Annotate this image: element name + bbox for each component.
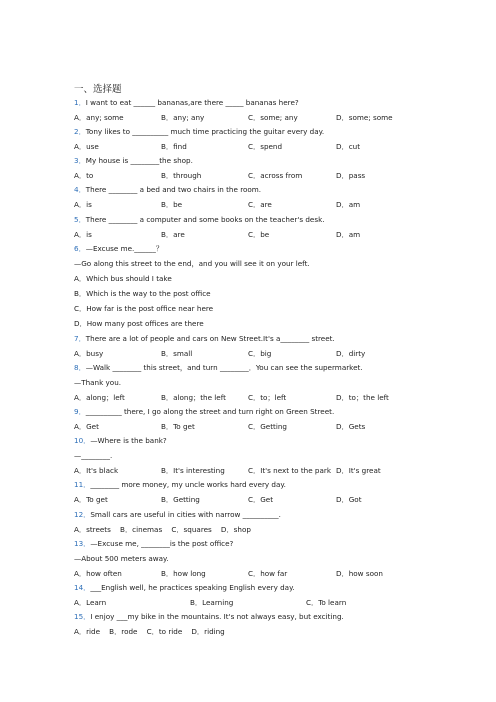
question-15: 15．I enjoy ___my bike in the mountains. It's not always easy, but exciting. xyxy=(74,612,344,621)
option-a[interactable]: A．busy xyxy=(74,349,104,358)
option-b[interactable]: B．It's interesting xyxy=(161,466,225,475)
option-b[interactable]: B．Learning xyxy=(190,598,234,607)
option-a[interactable]: A．Learn xyxy=(74,598,107,607)
question-2: 2．Tony likes to __________ much time practicing the guitar every day. xyxy=(74,127,325,136)
dialogue-line: —________. xyxy=(74,451,113,460)
option-a[interactable]: A．To get xyxy=(74,495,108,504)
question-7: 7．There are a lot of people and cars on New Street.It's a________ street. xyxy=(74,334,335,343)
option-c[interactable]: C．Get xyxy=(248,495,274,504)
option-c[interactable]: C．big xyxy=(248,349,272,358)
section-title: 一、选择题 xyxy=(74,84,122,95)
option-d[interactable]: D．to；the left xyxy=(336,393,389,402)
option-a[interactable]: A．any; some xyxy=(74,113,124,122)
question-8: 8．—Walk ________ this street，and turn ________．You can see the supermarket. xyxy=(74,363,363,372)
option-a[interactable]: A．is xyxy=(74,230,92,239)
question-5: 5．There ________ a computer and some books on the teacher's desk. xyxy=(74,215,325,224)
question-4: 4．There ________ a bed and two chairs in the room. xyxy=(74,185,262,194)
option-a[interactable]: A．is xyxy=(74,200,92,209)
option-a[interactable]: A．how often xyxy=(74,569,122,578)
option-d[interactable]: D．am xyxy=(336,230,361,239)
option-b[interactable]: B．small xyxy=(161,349,193,358)
option-c[interactable]: C．be xyxy=(248,230,270,239)
option-c[interactable]: C．are xyxy=(248,200,272,209)
question-13: 13．—Excuse me, ________is the post office? xyxy=(74,539,234,548)
question-10: 10．—Where is the bank? xyxy=(74,436,167,445)
option-c[interactable]: C．spend xyxy=(248,142,283,151)
option-a[interactable]: A．Which bus should I take xyxy=(74,274,172,283)
question-1: 1．I want to eat ______ bananas,are there _____ bananas here? xyxy=(74,98,299,107)
option-b[interactable]: B．any; any xyxy=(161,113,205,122)
option-a[interactable]: A．Get xyxy=(74,422,99,431)
option-d[interactable]: D．cut xyxy=(336,142,361,151)
option-a[interactable]: A．to xyxy=(74,171,94,180)
option-d[interactable]: D．pass xyxy=(336,171,366,180)
question-3: 3．My house is ________the shop. xyxy=(74,156,193,165)
option-d[interactable]: D．Got xyxy=(336,495,362,504)
option-c[interactable]: C．Getting xyxy=(248,422,287,431)
option-a[interactable]: A．along；left xyxy=(74,393,125,402)
option-b[interactable]: B．are xyxy=(161,230,185,239)
option-d[interactable]: D．dirty xyxy=(336,349,366,358)
option-c[interactable]: C．to；left xyxy=(248,393,287,402)
option-a[interactable]: A．It's black xyxy=(74,466,119,475)
option-b[interactable]: B．along；the left xyxy=(161,393,226,402)
option-c[interactable]: C．some; any xyxy=(248,113,298,122)
option-c[interactable]: C．To learn xyxy=(306,598,347,607)
option-c[interactable]: C．How far is the post office near here xyxy=(74,304,214,313)
option-c[interactable]: C．It's next to the park xyxy=(248,466,332,475)
option-b[interactable]: B．be xyxy=(161,200,183,209)
inline-options[interactable]: A．ride B．rode C．to ride D．riding xyxy=(74,627,225,636)
question-6: 6．—Excuse me.______？ xyxy=(74,244,164,253)
option-b[interactable]: B．To get xyxy=(161,422,195,431)
option-c[interactable]: C．how far xyxy=(248,569,288,578)
option-d[interactable]: D．some; some xyxy=(336,113,393,122)
option-b[interactable]: B．how long xyxy=(161,569,206,578)
dialogue-line: —Go along this street to the end，and you will see it on your left. xyxy=(74,259,310,268)
dialogue-line: —About 500 meters away. xyxy=(74,554,169,563)
question-9: 9．__________ there, I go along the street and turn right on Green Street. xyxy=(74,407,335,416)
inline-options[interactable]: A．streets B．cinemas C．squares D．shop xyxy=(74,525,251,534)
option-d[interactable]: D．How many post offices are there xyxy=(74,319,204,328)
option-c[interactable]: C．across from xyxy=(248,171,303,180)
option-b[interactable]: B．Getting xyxy=(161,495,200,504)
option-b[interactable]: B．Which is the way to the post office xyxy=(74,289,211,298)
option-b[interactable]: B．through xyxy=(161,171,202,180)
question-12: 12．Small cars are useful in cities with narrow __________. xyxy=(74,510,281,519)
question-14: 14．___English well, he practices speaking English every day. xyxy=(74,583,295,592)
option-a[interactable]: A．use xyxy=(74,142,99,151)
option-d[interactable]: D．It's great xyxy=(336,466,381,475)
option-d[interactable]: D．am xyxy=(336,200,361,209)
option-b[interactable]: B．find xyxy=(161,142,187,151)
dialogue-line: —Thank you. xyxy=(74,378,122,387)
option-d[interactable]: D．how soon xyxy=(336,569,383,578)
option-d[interactable]: D．Gets xyxy=(336,422,366,431)
question-11: 11．________ more money, my uncle works hard every day. xyxy=(74,480,286,489)
